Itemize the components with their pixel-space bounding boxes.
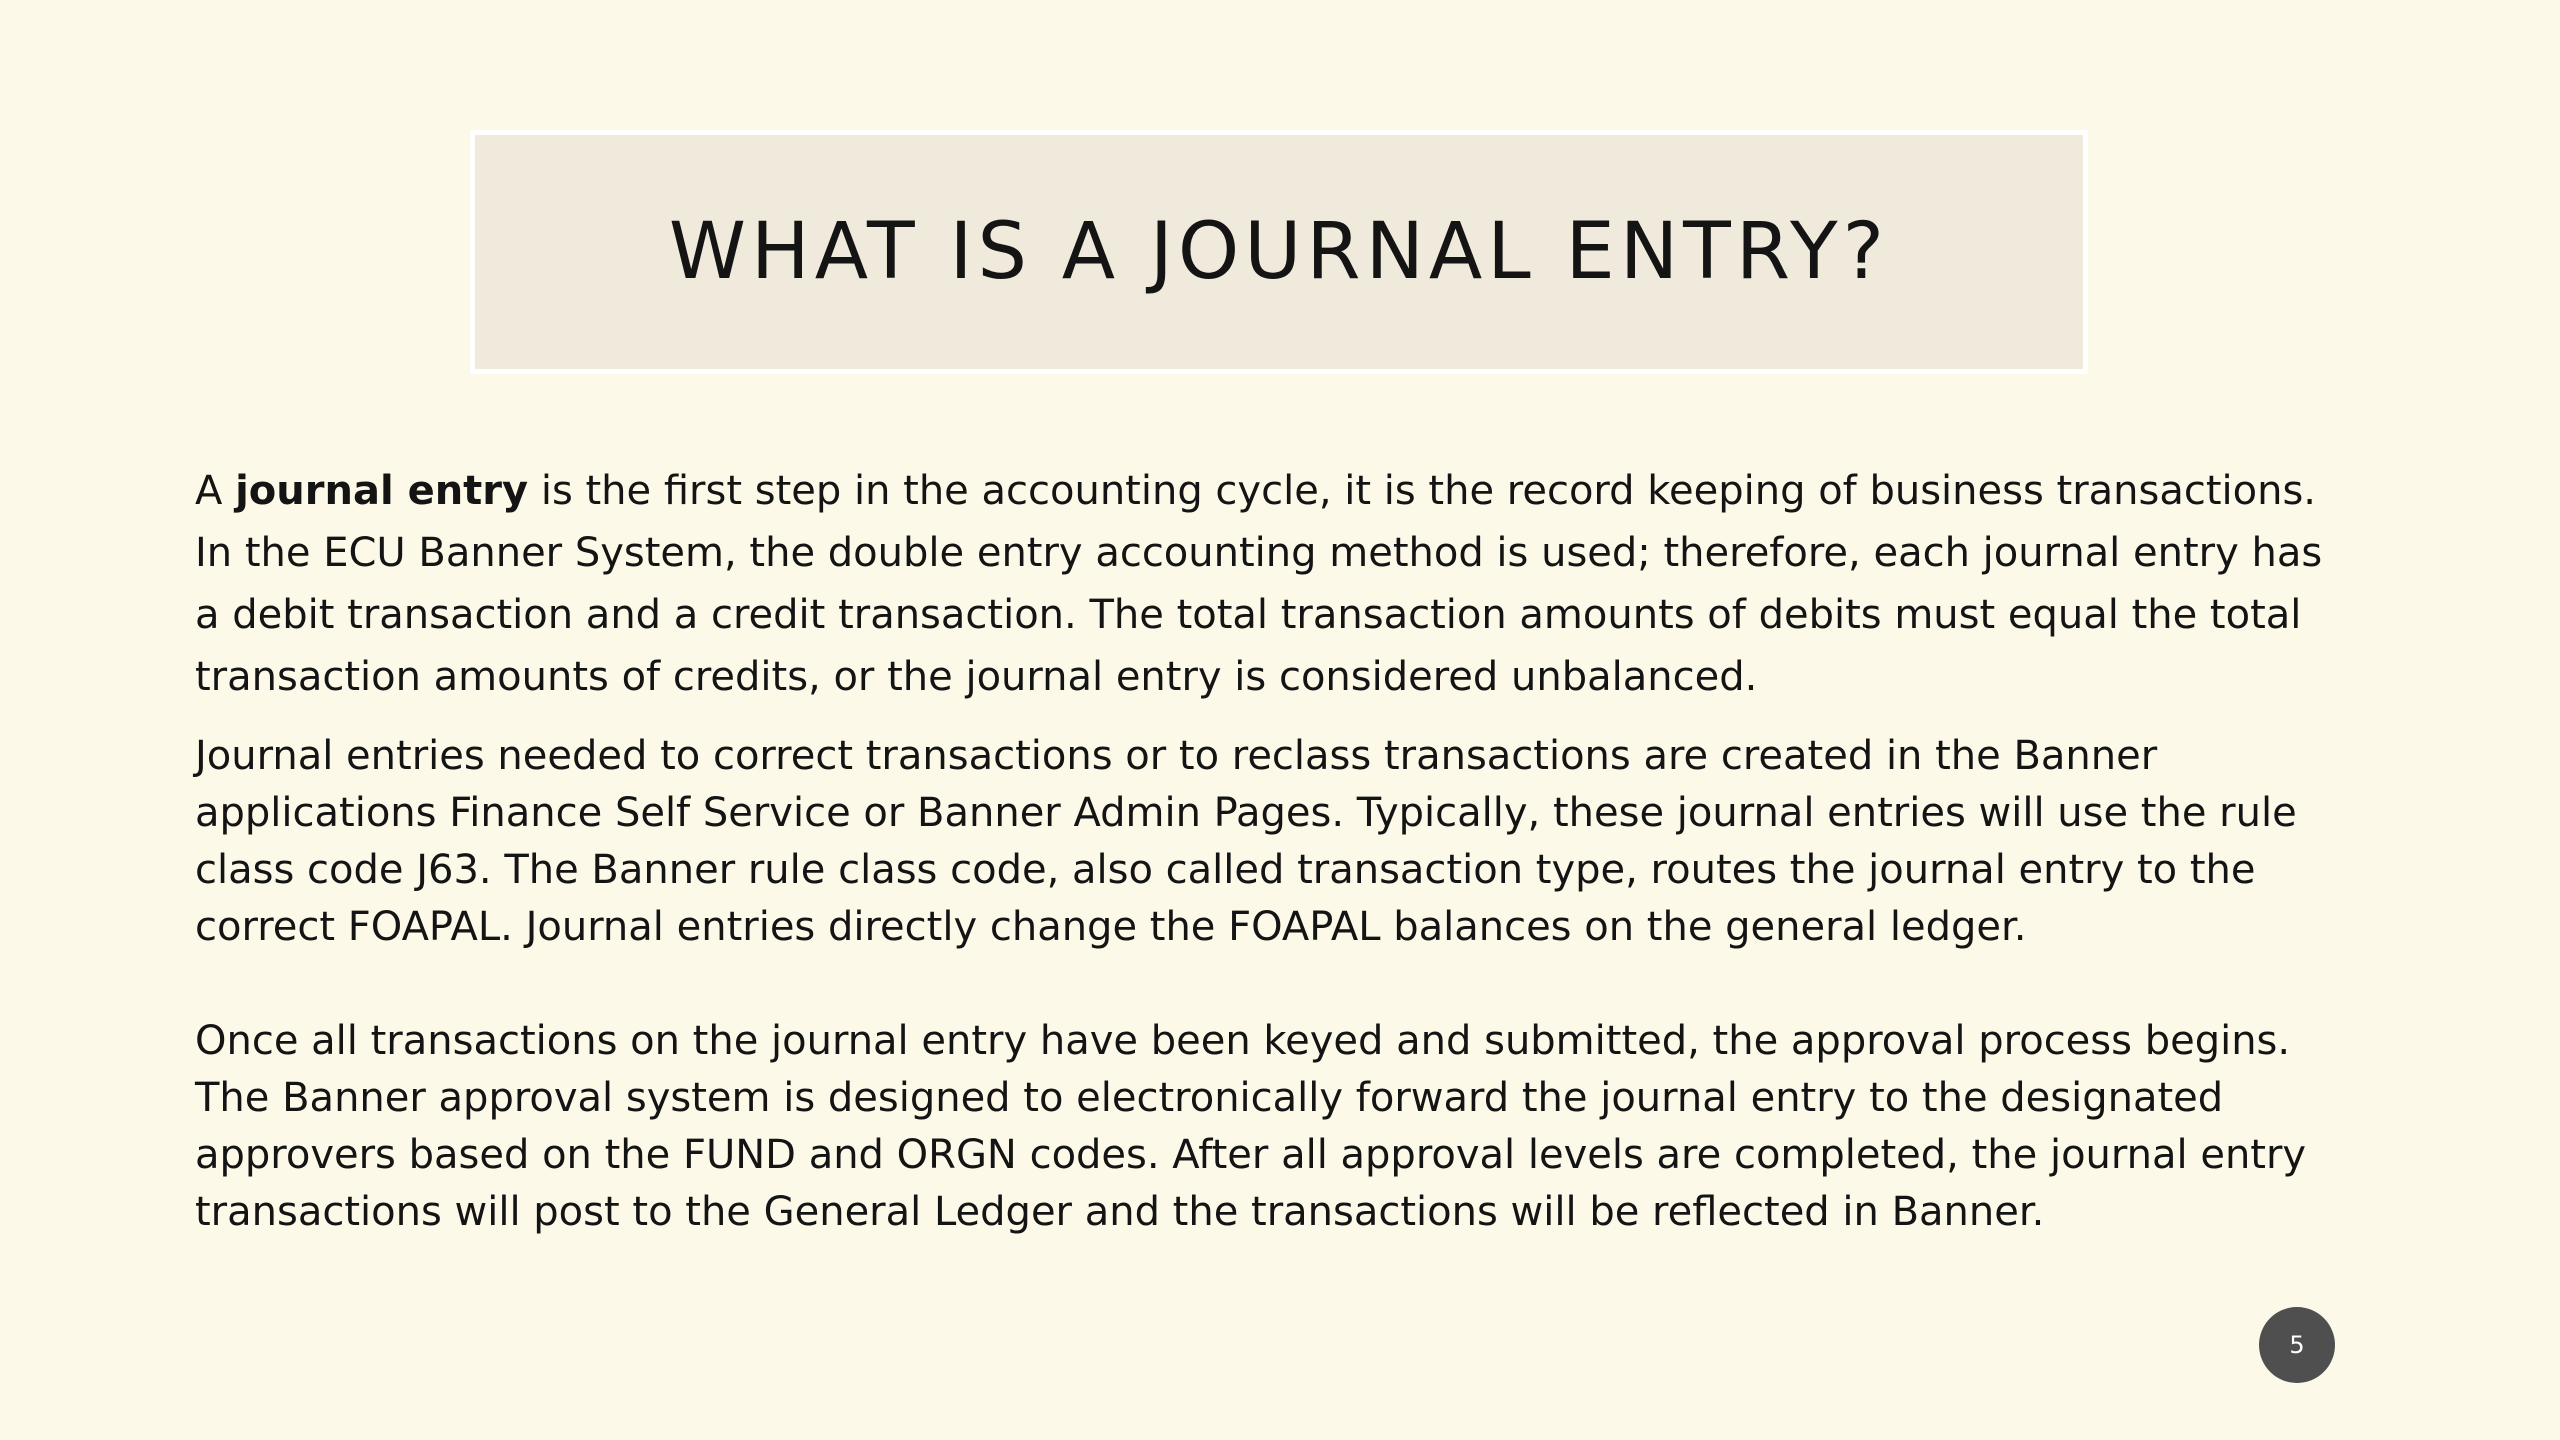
paragraph-definition-rest: is the first step in the accounting cycle, it is the record keeping of business transactions. In the ECU Banner System, the double entry accounting method is used; therefore, each journal entry has a debit transaction and a credit transaction. The total transaction amounts of debits must equal the total transaction amounts of credits, or the journal entry is considered unbalanced. (195, 468, 2323, 700)
paragraph-approval: Once all transactions on the journal entry have been keyed and submitted, the approval process begins. The Banner approval system is designed to electronically forward the journal entry to the designated approvers based on the FUND and ORGN codes. After all approval levels are completed, the journal entry transactions will post to the General Ledger and the transactions will be reflected in Banner. (195, 1018, 2307, 1235)
title-box (470, 130, 2088, 374)
slide-body (195, 460, 2355, 1241)
paragraph-definition (195, 460, 2355, 708)
page-number-badge: 5 (2259, 1307, 2335, 1383)
slide-title: WHAT IS A JOURNAL ENTRY? (668, 207, 1890, 297)
paragraph-definition-lead: A (195, 468, 236, 514)
journal-entry-term: journal entry (235, 468, 529, 514)
paragraph-correction: Journal entries needed to correct transactions or to reclass transactions are created in the Banner applications Finance Self Service or Banner Admin Pages. Typically, these journal entries will use the rule class code J63. The Banner rule class code, also called transaction type, routes the journal entry to the correct FOAPAL. Journal entries directly change the FOAPAL balances on the general ledger. (195, 733, 2297, 950)
